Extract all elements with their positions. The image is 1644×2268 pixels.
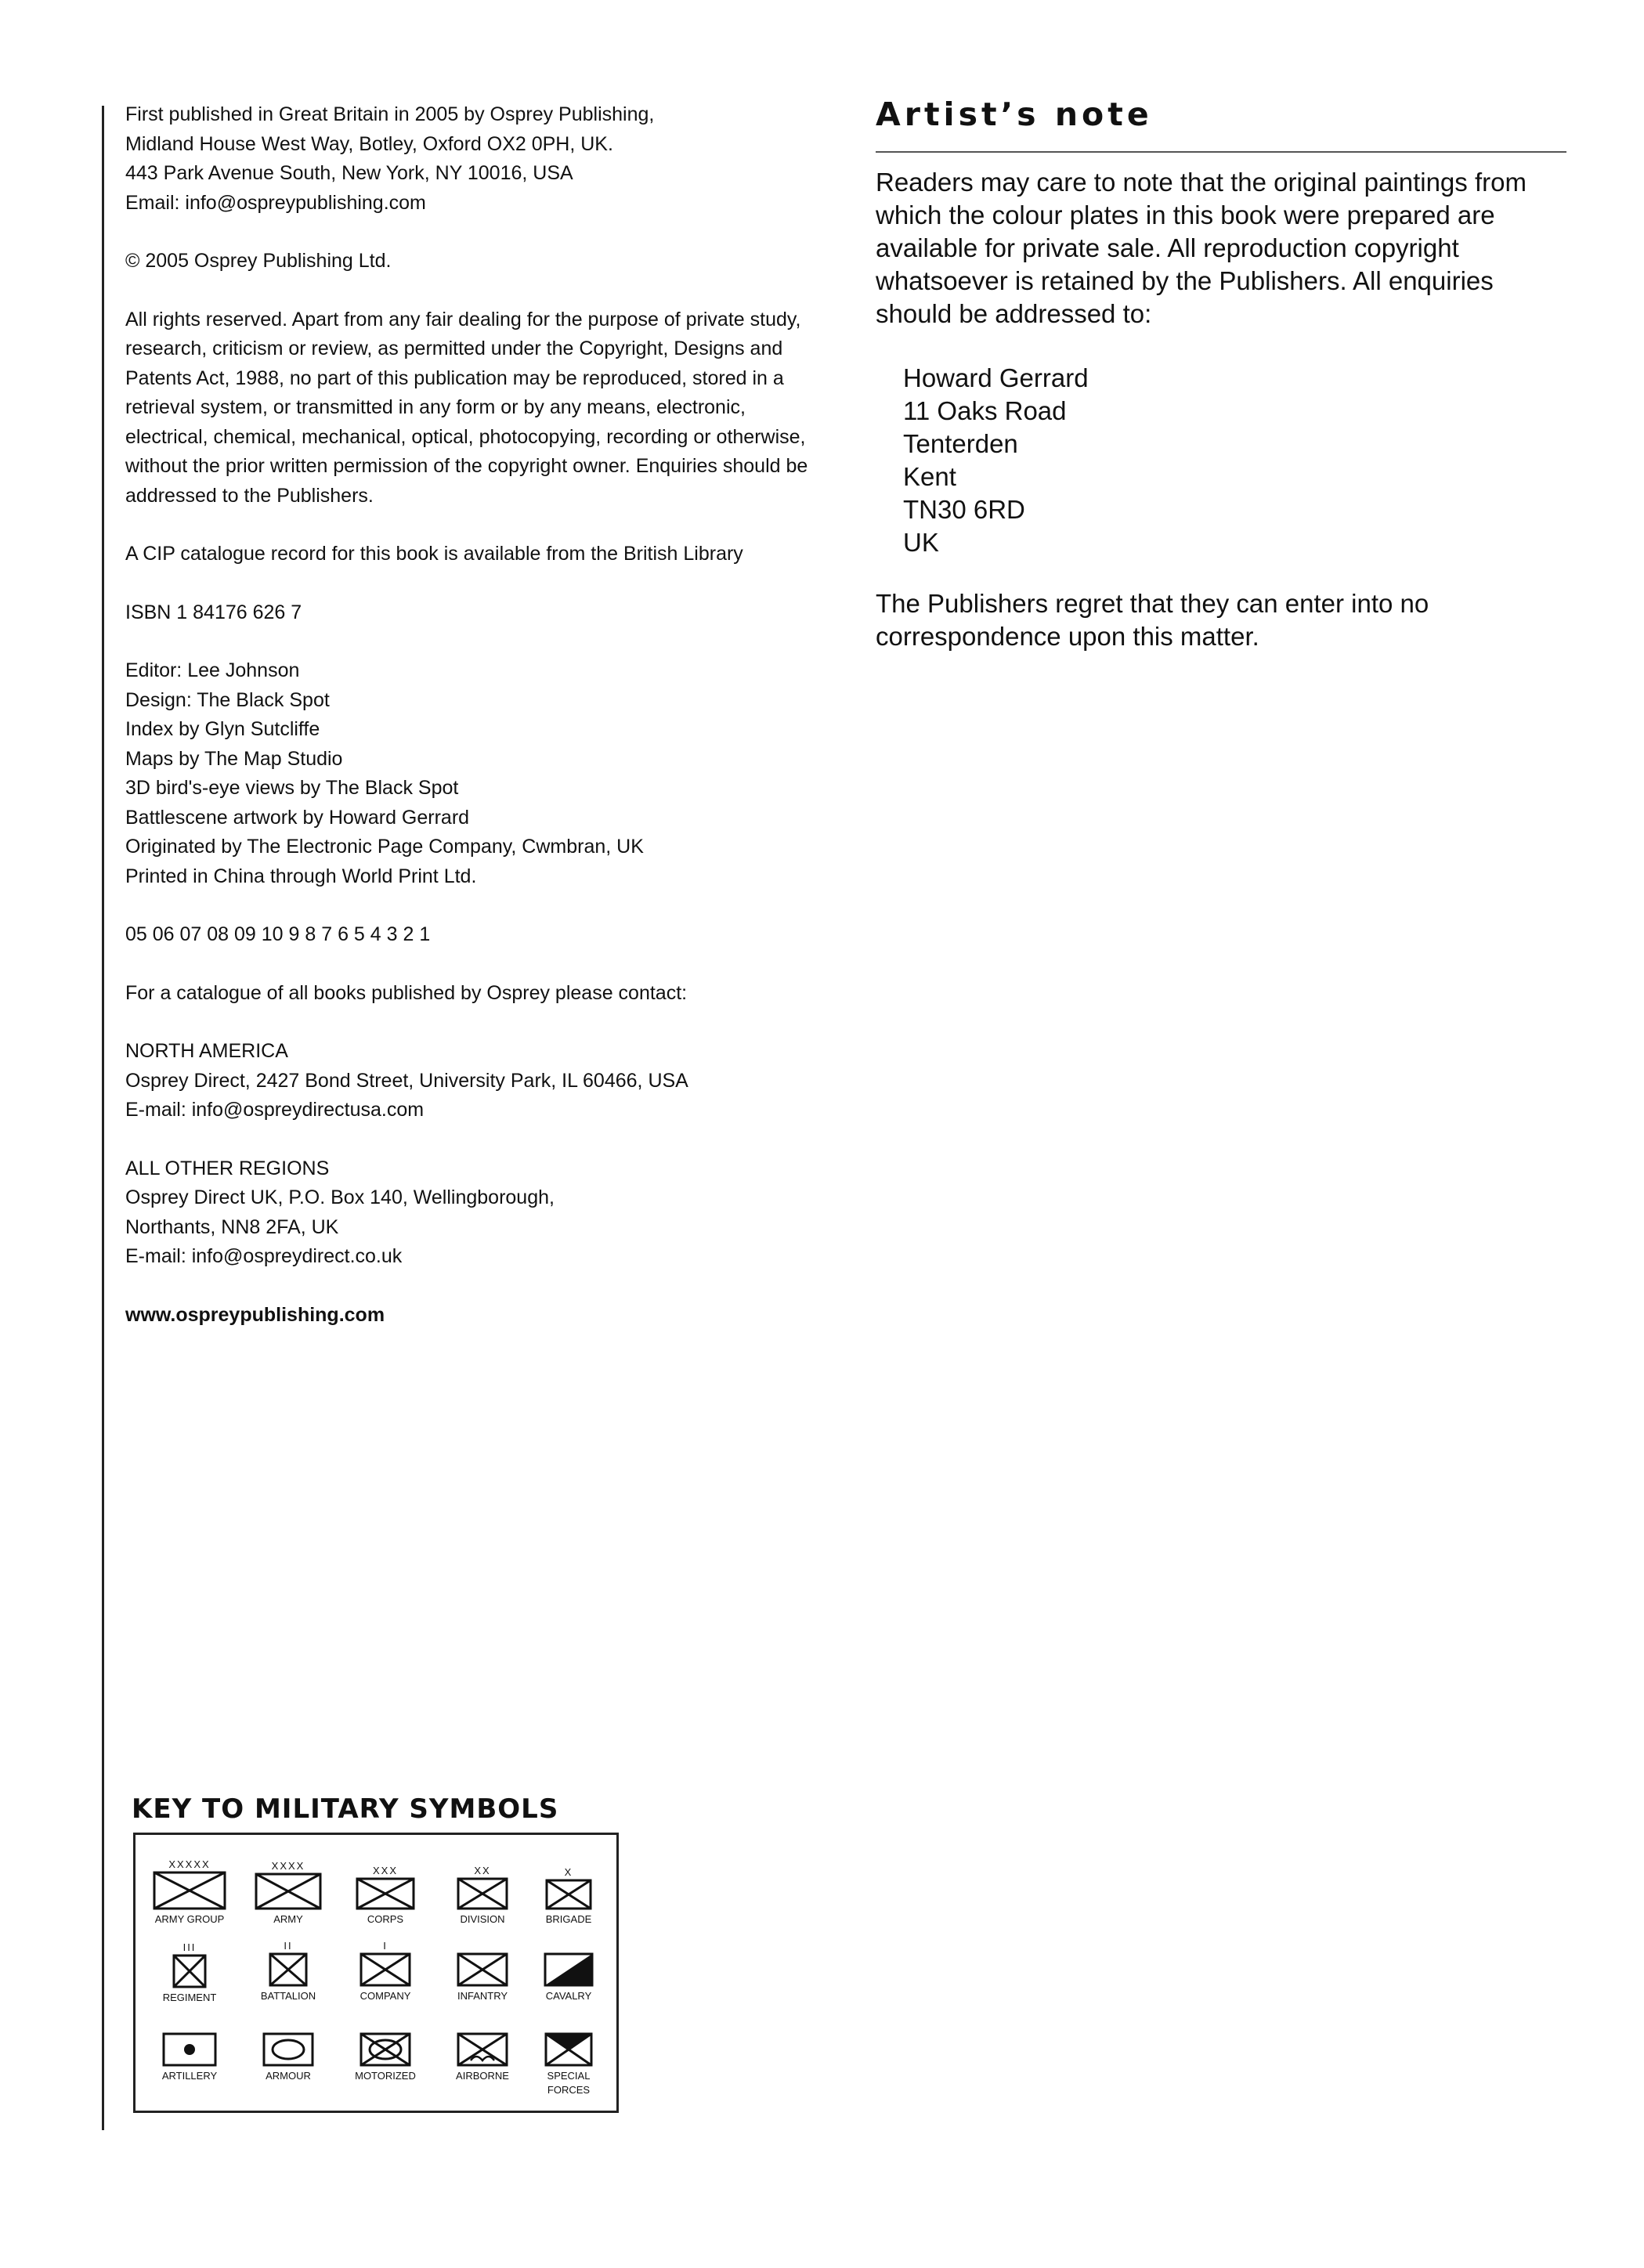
website-link[interactable]: www.ospreypublishing.com <box>125 1303 385 1326</box>
symbol-brigade <box>522 1866 615 1926</box>
cip-text: A CIP catalogue record for this book is available from the British Library <box>125 543 743 565</box>
symbol-label: MOTORIZED <box>355 2070 416 2082</box>
address-line: TN30 6RD <box>903 495 1025 524</box>
symbol-label: COMPANY <box>360 1990 411 2002</box>
note-line: whatsoever is retained by the Publishers. All enquiries <box>876 266 1494 295</box>
region-heading: NORTH AMERICA <box>125 1040 288 1062</box>
symbol-label: CAVALRY <box>545 1990 592 2002</box>
symbol-label-line2: FORCES <box>547 2084 591 2096</box>
symbol-armour <box>242 2020 334 2082</box>
rights-block <box>125 305 846 511</box>
symbol-corps <box>339 1865 432 1926</box>
publisher-line: 443 Park Avenue South, New York, NY 10016, USA <box>125 162 573 184</box>
symbol-battalion <box>242 1940 334 2003</box>
publisher-line: First published in Great Britain in 2005 by Osprey Publishing, <box>125 103 655 125</box>
rights-line: addressed to the Publishers. <box>125 484 374 507</box>
regret-line: correspondence upon this matter. <box>876 622 1259 651</box>
symbol-motorized <box>339 2020 432 2082</box>
north-america-block <box>125 1037 846 1125</box>
note-line: should be addressed to: <box>876 299 1152 328</box>
echelon-mark: XXXXX <box>168 1858 211 1870</box>
symbol-cavalry <box>522 1940 615 2003</box>
symbol-label: BATTALION <box>260 1990 316 2002</box>
symbol-label: BRIGADE <box>545 1913 592 1925</box>
key-title: KEY TO MILITARY SYMBOLS <box>132 1793 559 1825</box>
region-address: Osprey Direct, 2427 Bond Street, University Park, IL 60466, USA <box>125 1069 688 1092</box>
rights-line: All rights reserved. Apart from any fair dealing for the purpose of private study, <box>125 308 801 330</box>
brigade-icon <box>545 1879 592 1910</box>
note-line: available for private sale. All reproduction copyright <box>876 233 1459 262</box>
other-regions-block <box>125 1154 846 1272</box>
echelon-mark <box>522 1940 615 1952</box>
address-line: Tenterden <box>903 429 1018 458</box>
symbol-special-forces <box>522 2020 615 2096</box>
region-address: Northants, NN8 2FA, UK <box>125 1215 339 1238</box>
address-line: Howard Gerrard <box>903 363 1089 392</box>
cip-line <box>125 540 846 569</box>
cavalry-icon <box>544 1952 594 1987</box>
rights-line: retrieval system, or transmitted in any form or by any means, electronic, <box>125 396 746 418</box>
catalogue-intro-text: For a catalogue of all books published by Osprey please contact: <box>125 981 688 1004</box>
echelon-mark <box>143 2020 236 2032</box>
publisher-block <box>125 100 846 218</box>
credit-line: Index by Glyn Sutcliffe <box>125 718 320 740</box>
echelon-mark: I <box>383 1940 388 1952</box>
corps-icon <box>356 1877 415 1910</box>
special-forces-icon <box>544 2032 593 2067</box>
rights-line: electrical, chemical, mechanical, optical, photocopying, recording or otherwise, <box>125 425 806 448</box>
credit-line: Originated by The Electronic Page Company, Cwmbran, UK <box>125 836 644 858</box>
motorized-icon <box>360 2032 411 2067</box>
address-line: 11 Oaks Road <box>903 396 1067 425</box>
region-address: Osprey Direct UK, P.O. Box 140, Wellingborough, <box>125 1186 555 1208</box>
symbol-label: REGIMENT <box>162 1992 217 2003</box>
symbol-label: CORPS <box>367 1913 404 1925</box>
symbol-company <box>339 1940 432 2003</box>
note-line: Readers may care to note that the original paintings from <box>876 168 1527 197</box>
credit-line: Printed in China through World Print Ltd. <box>125 865 477 887</box>
credit-line: 3D bird's-eye views by The Black Spot <box>125 777 459 799</box>
copyright-line <box>125 247 846 276</box>
symbol-regiment <box>143 1941 236 2004</box>
army-icon <box>255 1873 322 1910</box>
artillery-icon <box>162 2032 217 2067</box>
artists-note-title: Artist’s note <box>876 96 1153 133</box>
symbol-label: ARMY <box>273 1913 303 1925</box>
region-email: E-mail: info@ospreydirect.co.uk <box>125 1245 403 1267</box>
copyright-text: © 2005 Osprey Publishing Ltd. <box>125 250 392 272</box>
symbol-label: DIVISION <box>460 1913 505 1925</box>
infantry-icon <box>457 1952 508 1987</box>
echelon-mark <box>339 2020 432 2032</box>
echelon-mark: XXX <box>372 1865 398 1876</box>
symbol-airborne <box>436 2020 529 2082</box>
airborne-icon <box>457 2032 508 2067</box>
credit-line: Editor: Lee Johnson <box>125 659 300 681</box>
region-heading: ALL OTHER REGIONS <box>125 1157 330 1179</box>
address-line: UK <box>903 528 939 557</box>
rights-line: Patents Act, 1988, no part of this publication may be reproduced, stored in a <box>125 367 784 389</box>
echelon-mark: III <box>182 1941 197 1953</box>
credits-block <box>125 656 846 891</box>
credit-line: Design: The Black Spot <box>125 688 330 711</box>
print-line <box>125 920 846 950</box>
symbol-army-group <box>143 1858 236 1926</box>
note-line: which the colour plates in this book were prepared are <box>876 200 1495 229</box>
military-symbols-key <box>133 1833 619 2113</box>
publisher-regret <box>876 587 1429 653</box>
imprint-column <box>125 100 846 1359</box>
symbol-label: ARTILLERY <box>161 2070 218 2082</box>
echelon-mark <box>522 2020 615 2032</box>
echelon-mark <box>242 2020 334 2032</box>
rights-line: research, criticism or review, as permitted under the Copyright, Designs and <box>125 338 783 359</box>
address-line: Kent <box>903 462 956 491</box>
symbol-label: INFANTRY <box>457 1990 508 2002</box>
publisher-line: Midland House West Way, Botley, Oxford OX2 0PH, UK. <box>125 132 613 155</box>
symbol-division <box>436 1865 529 1926</box>
artists-note-heading-wrap <box>876 96 1581 133</box>
artist-address <box>903 362 1089 559</box>
publisher-email: Email: info@ospreypublishing.com <box>125 191 426 214</box>
symbol-artillery <box>143 2020 236 2082</box>
symbol-label: ARMOUR <box>266 2070 311 2082</box>
credit-line: Maps by The Map Studio <box>125 747 343 770</box>
isbn-line <box>125 598 846 628</box>
symbol-label: AIRBORNE <box>456 2070 509 2082</box>
army-group-icon <box>153 1871 226 1910</box>
symbol-army <box>242 1860 334 1926</box>
heading-divider <box>876 151 1566 153</box>
catalogue-intro <box>125 979 846 1009</box>
regret-line: The Publishers regret that they can enter into no <box>876 589 1429 618</box>
echelon-mark: XXXX <box>271 1860 305 1872</box>
echelon-mark <box>436 2020 529 2032</box>
company-icon <box>360 1952 411 1987</box>
isbn-text: ISBN 1 84176 626 7 <box>125 601 302 623</box>
website-line <box>125 1301 846 1331</box>
artists-note-body <box>876 166 1581 330</box>
margin-rule <box>102 106 104 2130</box>
print-numbers: 05 06 07 08 09 10 9 8 7 6 5 4 3 2 1 <box>125 923 431 945</box>
armour-icon <box>262 2032 314 2067</box>
symbol-label: SPECIAL <box>547 2070 591 2082</box>
symbol-infantry <box>436 1940 529 2003</box>
credit-line: Battlescene artwork by Howard Gerrard <box>125 806 470 829</box>
echelon-mark <box>436 1940 529 1952</box>
echelon-mark: X <box>564 1866 573 1878</box>
echelon-mark: II <box>284 1940 293 1952</box>
region-email: E-mail: info@ospreydirectusa.com <box>125 1099 425 1121</box>
symbol-label: ARMY GROUP <box>154 1913 225 1925</box>
regiment-icon <box>172 1954 207 1988</box>
battalion-icon <box>269 1952 308 1987</box>
division-icon <box>457 1877 508 1910</box>
echelon-mark: XX <box>474 1865 491 1876</box>
rights-line: without the prior written permission of the copyright owner. Enquiries should be <box>125 455 808 477</box>
